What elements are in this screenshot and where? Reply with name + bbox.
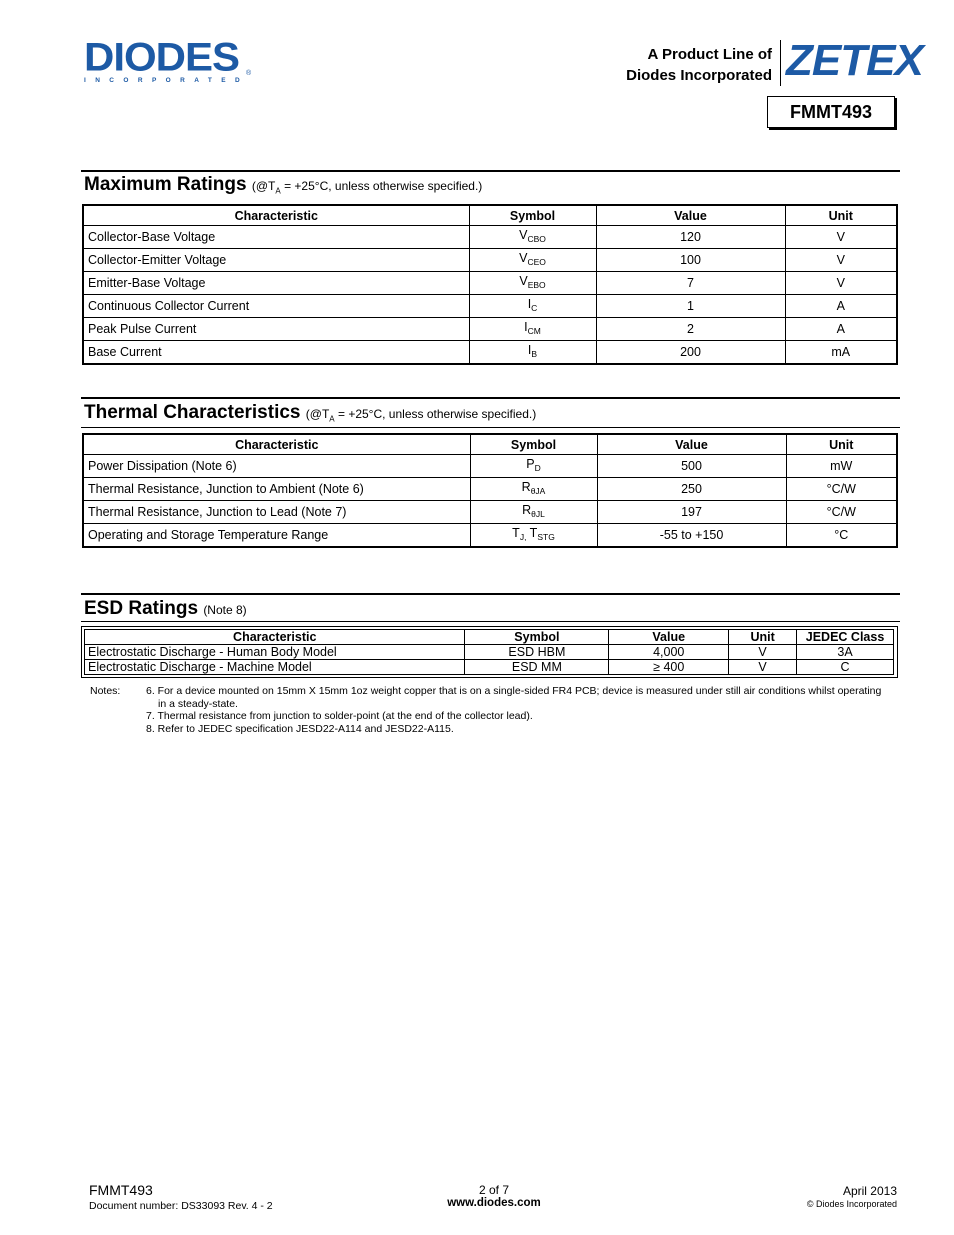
cell-jedec-class: C xyxy=(797,660,894,675)
cell-symbol: $V_{CBO}$ xyxy=(469,226,596,249)
notes-label: Notes: xyxy=(90,685,121,697)
cell-value: 120 xyxy=(596,226,785,249)
table-header-row xyxy=(83,205,897,226)
col-value: Value xyxy=(597,434,786,455)
cell-unit: V xyxy=(785,249,897,272)
cell-characteristic: Emitter-Base Voltage xyxy=(83,272,469,295)
cell-characteristic: Peak Pulse Current xyxy=(83,318,469,341)
cell-symbol: $I_C$ xyxy=(469,295,596,318)
table-row xyxy=(83,249,897,272)
max-ratings-heading xyxy=(84,174,482,196)
cell-unit: °C/W xyxy=(786,478,897,501)
cell-value: 2 xyxy=(596,318,785,341)
thermal-title: Thermal Characteristics xyxy=(84,402,301,423)
cell-unit: V xyxy=(785,272,897,295)
product-line xyxy=(626,44,772,86)
diodes-logo-subtext: INCORPORATED xyxy=(84,77,250,84)
footer-part-number: FMMT493 xyxy=(89,1182,153,1198)
cell-characteristic: Base Current xyxy=(83,341,469,365)
diodes-logo-text: DIODES xyxy=(84,34,240,79)
esd-condition: (Note 8) xyxy=(203,603,247,617)
cell-characteristic: Thermal Resistance, Junction to Lead (Note 7) xyxy=(83,501,470,524)
footer-copyright: © Diodes Incorporated xyxy=(806,1199,897,1209)
notes-list xyxy=(146,685,890,735)
max-ratings-condition: ($@T_A = +25^\circ C$, unless otherwise specified.) xyxy=(251,179,483,196)
cell-characteristic: Power Dissipation (Note 6) xyxy=(83,455,470,478)
table-row xyxy=(83,455,897,478)
cell-symbol: $V_{EBO}$ xyxy=(469,272,596,295)
cell-value: 197 xyxy=(597,501,786,524)
thermal-heading xyxy=(84,402,536,424)
footer-date: April 2013 xyxy=(842,1184,897,1198)
note-item: 8. Refer to JEDEC specification JESD22-A114 and JESD22-A115. xyxy=(146,722,454,735)
col-value: Value xyxy=(609,630,729,645)
col-characteristic: Characteristic xyxy=(85,630,465,645)
cell-characteristic: Continuous Collector Current xyxy=(83,295,469,318)
cell-characteristic: Electrostatic Discharge - Human Body Model xyxy=(85,645,465,660)
section-rule xyxy=(81,397,900,399)
cell-unit: V xyxy=(729,645,797,660)
cell-unit: V xyxy=(729,660,797,675)
max-ratings-title: Maximum Ratings xyxy=(84,174,247,195)
table-row xyxy=(83,478,897,501)
cell-characteristic: Collector-Base Voltage xyxy=(83,226,469,249)
cell-jedec-class: 3A xyxy=(797,645,894,660)
col-unit: Unit xyxy=(786,434,897,455)
table-row xyxy=(85,660,894,675)
cell-symbol: $P_D$ xyxy=(470,455,597,478)
cell-characteristic: Electrostatic Discharge - Machine Model xyxy=(85,660,465,675)
section-rule-thin xyxy=(81,427,900,428)
footer-url-link[interactable]: www.diodes.com xyxy=(447,1197,541,1209)
max-ratings-table xyxy=(82,204,898,365)
section-rule-thin xyxy=(81,621,900,622)
table-row xyxy=(83,524,897,548)
cell-value: 500 xyxy=(597,455,786,478)
cell-characteristic: Thermal Resistance, Junction to Ambient (Note 6) xyxy=(83,478,470,501)
cell-symbol: $V_{CEO}$ xyxy=(469,249,596,272)
footer-page-number: 2 of 7 xyxy=(478,1183,510,1197)
cell-unit: A xyxy=(785,295,897,318)
cell-value: 100 xyxy=(596,249,785,272)
table-row xyxy=(83,295,897,318)
col-value: Value xyxy=(596,205,785,226)
table-row xyxy=(83,318,897,341)
cell-symbol: ESD MM xyxy=(465,660,609,675)
cell-symbol: $I_B$ xyxy=(469,341,596,365)
cell-characteristic: Collector-Emitter Voltage xyxy=(83,249,469,272)
cell-unit: °C/W xyxy=(786,501,897,524)
header-divider xyxy=(780,40,781,86)
col-characteristic: Characteristic xyxy=(83,434,470,455)
col-unit: Unit xyxy=(785,205,897,226)
note-item: 6. For a device mounted on 15mm X 15mm 1oz weight copper that is on a single-sided FR4 PCB; device is measured under still air conditions whilst operating in a steady-state. xyxy=(146,685,882,710)
thermal-table xyxy=(82,433,898,548)
col-symbol: Symbol xyxy=(470,434,597,455)
table-row xyxy=(83,272,897,295)
thermal-condition: ($@T_A = +25^\circ C$, unless otherwise specified.) xyxy=(305,407,537,424)
cell-value: 4,000 xyxy=(609,645,729,660)
col-characteristic: Characteristic xyxy=(83,205,469,226)
cell-symbol: $R_{\theta JA}$ xyxy=(470,478,597,501)
section-rule xyxy=(81,170,900,172)
col-jedec-class: JEDEC Class xyxy=(797,630,894,645)
cell-unit: mA xyxy=(785,341,897,365)
product-line-1: A Product Line of xyxy=(647,46,772,63)
esd-title: ESD Ratings xyxy=(84,598,199,619)
cell-value: 7 xyxy=(596,272,785,295)
part-number-box: FMMT493 xyxy=(767,96,895,128)
note-item: 7. Thermal resistance from junction to solder-point (at the end of the collector lead). xyxy=(146,710,533,723)
table-row xyxy=(83,341,897,365)
cell-value: -55 to +150 xyxy=(597,524,786,548)
col-symbol: Symbol xyxy=(465,630,609,645)
cell-unit: V xyxy=(785,226,897,249)
product-line-2: Diodes Incorporated xyxy=(626,67,772,84)
table-header-row xyxy=(83,434,897,455)
cell-symbol: $I_{CM}$ xyxy=(469,318,596,341)
cell-unit: mW xyxy=(786,455,897,478)
cell-unit: °C xyxy=(786,524,897,548)
cell-value: 200 xyxy=(596,341,785,365)
cell-characteristic: Operating and Storage Temperature Range xyxy=(83,524,470,548)
diodes-logo xyxy=(84,36,252,86)
cell-symbol: ESD HBM xyxy=(465,645,609,660)
table-header-row xyxy=(85,630,894,645)
zetex-logo: ZETEX xyxy=(786,36,923,85)
registered-mark-icon: ® xyxy=(246,70,252,77)
cell-value: ≥ 400 xyxy=(609,660,729,675)
cell-value: 250 xyxy=(597,478,786,501)
col-unit: Unit xyxy=(729,630,797,645)
cell-symbol: $T_{J,}$ $T_{STG}$ xyxy=(470,524,597,548)
esd-table xyxy=(84,629,894,675)
footer-document-number: Document number: DS33093 Rev. 4 - 2 xyxy=(89,1200,273,1212)
col-symbol: Symbol xyxy=(469,205,596,226)
esd-heading xyxy=(84,598,247,620)
table-row xyxy=(83,226,897,249)
table-row xyxy=(85,645,894,660)
section-rule xyxy=(81,593,900,595)
table-row xyxy=(83,501,897,524)
cell-unit: A xyxy=(785,318,897,341)
cell-symbol: $R_{\theta JL}$ xyxy=(470,501,597,524)
cell-value: 1 xyxy=(596,295,785,318)
